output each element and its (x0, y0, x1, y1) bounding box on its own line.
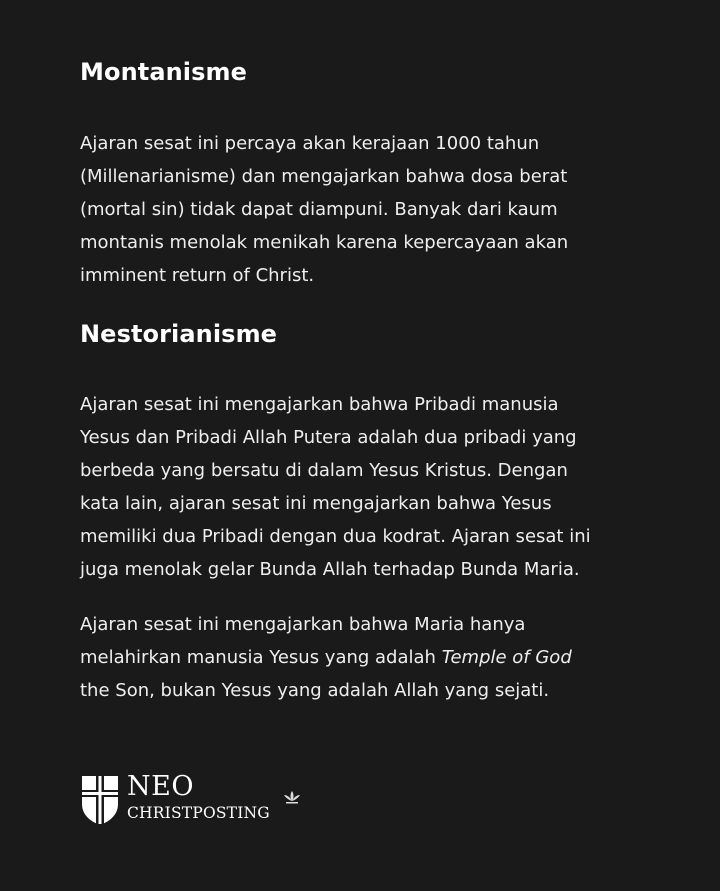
shield-cross-icon (80, 774, 120, 826)
paragraph-nestorianisme-1 (80, 388, 660, 586)
text-line: juga menolak gelar Bunda Allah terhadap Bunda Maria. (80, 559, 580, 580)
text-line: Yesus dan Pribadi Allah Putera adalah dua pribadi yang (80, 427, 577, 448)
text-line: (mortal sin) tidak dapat diampuni. Banyak dari kaum (80, 199, 558, 220)
brand-name: NEO (127, 771, 194, 802)
lotus-icon (283, 790, 301, 804)
text-line: montanis menolak menikah karena kepercayaan akan (80, 232, 569, 253)
italic-phrase: Temple of God (441, 647, 572, 668)
paragraph-montanisme (80, 127, 660, 292)
text-line: berbeda yang bersatu di dalam Yesus Kristus. Dengan (80, 460, 568, 481)
text-line: Ajaran sesat ini percaya akan kerajaan 1000 tahun (80, 133, 540, 154)
text-line: Ajaran sesat ini mengajarkan bahwa Maria hanya (80, 614, 526, 635)
brand-logo (80, 770, 320, 830)
text-line: imminent return of Christ. (80, 265, 315, 286)
text-line (80, 641, 660, 674)
text-segment: melahirkan manusia Yesus yang adalah (80, 647, 442, 668)
text-line: the Son, bukan Yesus yang adalah Allah yang sejati. (80, 680, 550, 701)
text-line: (Millenarianisme) dan mengajarkan bahwa dosa berat (80, 166, 568, 187)
text-line: memiliki dua Pribadi dengan dua kodrat. Ajaran sesat ini (80, 526, 591, 547)
text-line: Ajaran sesat ini mengajarkan bahwa Pribadi manusia (80, 394, 559, 415)
heading-montanisme: Montanisme (80, 58, 248, 86)
brand-subtitle: CHRISTPOSTING (127, 804, 270, 822)
text-line: kata lain, ajaran sesat ini mengajarkan bahwa Yesus (80, 493, 552, 514)
heading-nestorianisme: Nestorianisme (80, 320, 278, 348)
paragraph-nestorianisme-2 (80, 608, 660, 707)
article (80, 54, 660, 707)
